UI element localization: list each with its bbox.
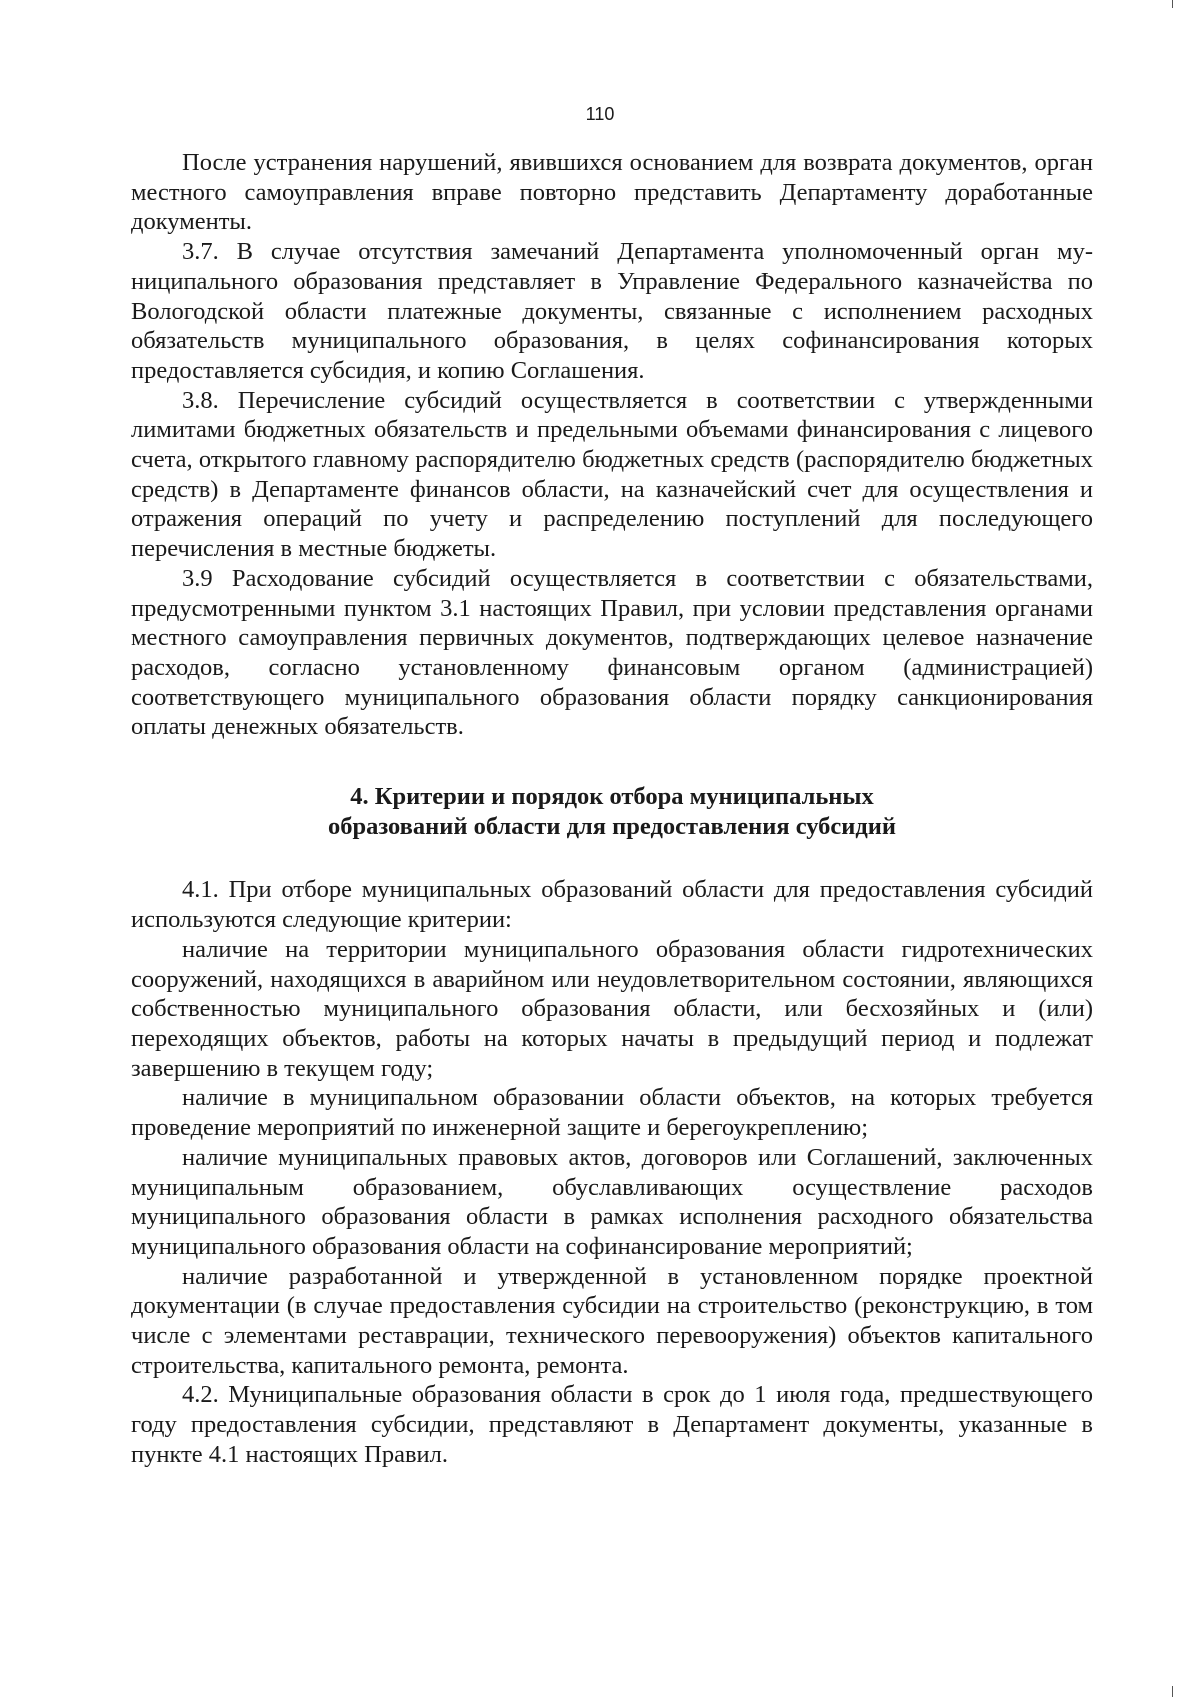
section-heading-line: образований области для предоставления субсидий — [327, 812, 897, 840]
section-heading-line: 4. Критерии и порядок отбора муниципальных — [350, 783, 874, 811]
document-body — [131, 148, 1093, 1470]
paragraph: наличие в муниципальном образовании области объектов, на которых требуется проведение мероприятий по инженерной защите и берегоукреплению; — [131, 1084, 1093, 1142]
paragraph: наличие муниципальных правовых актов, договоров или Соглашений, заключенных муниципальным образованием, обуславливающих осуществление расходов муниципального образования области в рамках исполнения расходного обязательства муниципального образования области на софинансирование мероприятий; — [131, 1143, 1093, 1260]
scan-edge-mark-top — [1172, 0, 1173, 8]
paragraph: 4.1. При отборе муниципальных образований области для предоставления субсидий используются следующие критерии: — [131, 876, 1093, 934]
page-number: 110 — [585, 104, 615, 124]
paragraph: После устранения нарушений, явившихся основанием для возврата документов, орган местного самоуправления вправе повторно представить Департаменту доработанные документы. — [131, 149, 1093, 236]
paragraph: 3.9 Расходование субсидий осуществляется в соответствии с обязательствами, предусмотренными пунктом 3.1 настоящих Правил, при условии представления органами местного самоуправления первичных документов, подтверждающих целевое назначение расходов, согласно установленному финансовым органом (администрацией) соответствующего муниципального образования области порядку санкционирования оплаты денежных обязательств. — [131, 564, 1093, 741]
paragraph: 3.7. В случае отсутствия замечаний Департамента уполномоченный орган муниципального образования представляет в Управление Федерального казначейства по Вологодской области платежные документы, связанные с исполнением расходных обязательств муниципального образования, в целях софинансирования которых предоставляется субсидия, и копию Соглашения. — [131, 238, 1093, 384]
paragraph: 3.8. Перечисление субсидий осуществляется в соответствии с утвержденными лимитами бюджетных обязательств и предельными объемами финансирования с лицевого счета, открытого главному распорядителю бюджетных средств (распорядителю бюджетных средств) в Департаменте финансов области, на казначейский счет для осуществления и отражения операций по учету и распределению поступлений для последующего перечисления в местные бюджеты. — [131, 386, 1093, 563]
paragraph: наличие на территории муниципального образования области гидротехнических сооружений, находящихся в аварийном или неудовлетворительном состоянии, являющихся собственностью муниципального образования области, или бесхозяйных и (или) переходящих объектов, работы на которых начаты в предыдущий период и подлежат завершению в текущем году; — [131, 935, 1093, 1082]
scan-edge-mark-bottom — [1172, 1686, 1173, 1697]
paragraph: 4.2. Муниципальные образования области в срок до 1 июля года, предшествующего году предоставления субсидии, представляют в Департамент документы, указанные в пункте 4.1 настоящих Правил. — [131, 1381, 1093, 1468]
section-heading — [131, 782, 1093, 841]
paragraph: наличие разработанной и утвержденной в установленном порядке проектной документации (в случае предоставления субсидии на строительство (реконструкцию, в том числе с элементами реставрации, технического перевооружения) объектов капитального строительства, капитального ремонта, ремонта. — [131, 1262, 1093, 1379]
